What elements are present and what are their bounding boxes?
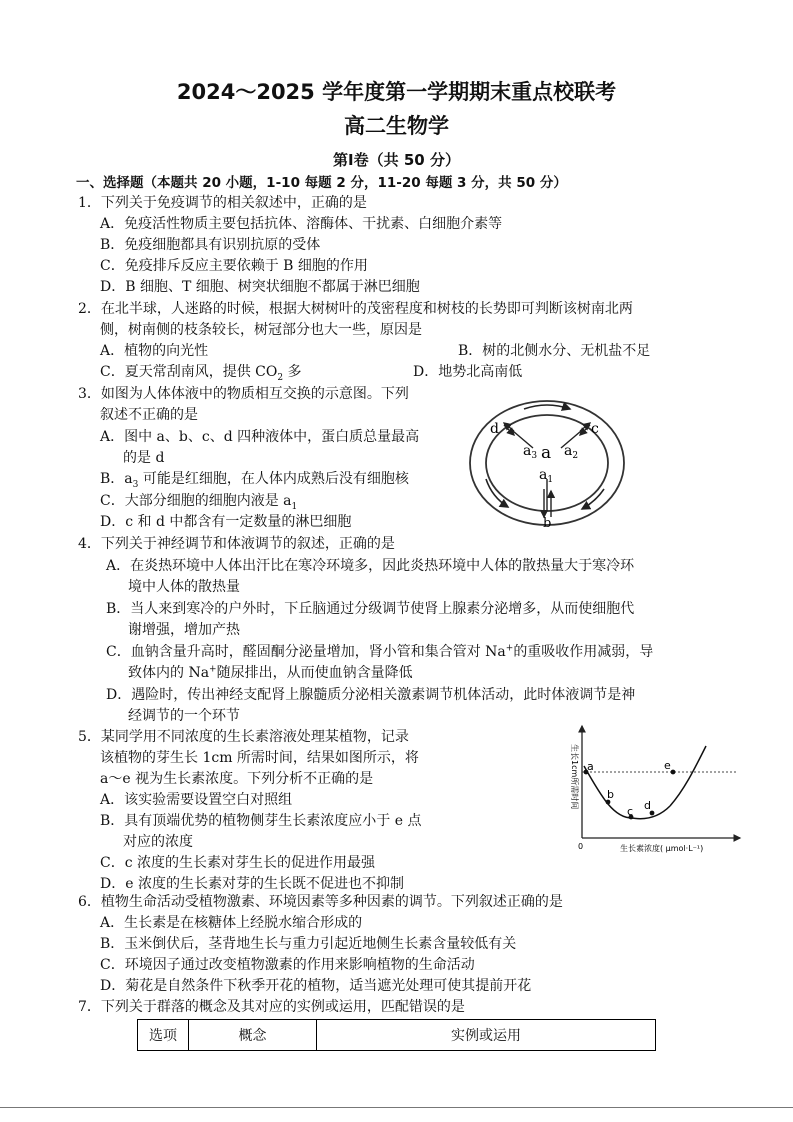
- q7-table-header-row: [138, 1020, 656, 1051]
- q5-stem-line3: a～e 视为生长素浓度。下列分析不正确的是: [100, 771, 374, 787]
- label-point-a: a: [587, 760, 594, 773]
- q6-option-d: D．菊花是自然条件下秋季开花的植物，适当遮光处理可使其提前开花: [100, 978, 532, 994]
- label-a: a: [541, 443, 552, 463]
- q6-stem: 6．植物生命活动受植物激素、环境因素等多种因素的调节。下列叙述正确的是: [78, 894, 563, 910]
- q2-stem-line1: 2．在北半球，人迷路的时候，根据大树树叶的茂密程度和树枝的长势即可判断该树南北两: [78, 301, 633, 317]
- q1-option-c: C．免疫排斥反应主要依赖于 B 细胞的作用: [100, 258, 368, 274]
- volume-heading: 第Ⅰ卷（共 50 分）: [333, 151, 460, 169]
- q6-option-b: B．玉米倒伏后，茎背地生长与重力引起近地侧生长素含量较低有关: [100, 936, 517, 952]
- q4-option-a-line1: A．在炎热环境中人体出汗比在寒冷环境多，因此炎热环境中人体的散热量大于寒冷环: [106, 558, 635, 574]
- q4-option-b-line1: B．当人来到寒冷的户外时，下丘脑通过分级调节使肾上腺素分泌增多，从而使细胞代: [106, 601, 635, 617]
- q2-option-b: B．树的北侧水分、无机盐不足: [458, 343, 651, 359]
- q4-option-b-line2: 谢增强，增加产热: [128, 622, 240, 638]
- q3-option-c: C．大部分细胞的细胞内液是 $a_1$: [100, 493, 298, 512]
- q6-option-c: C．环境因子通过改变植物激素的作用来影响植物的生命活动: [100, 957, 475, 973]
- q3-stem-line1: 3．如图为人体体液中的物质相互交换的示意图。下列: [78, 386, 409, 402]
- q3-stem-line2: 叙述不正确的是: [100, 407, 198, 423]
- origin-label: 0: [578, 842, 584, 851]
- q1-option-b: B．免疫细胞都具有识别抗原的受体: [100, 237, 321, 253]
- q5-option-d: D．e 浓度的生长素对芽的生长既不促进也不抑制: [100, 876, 404, 892]
- subject-title: 高二生物学: [344, 114, 449, 138]
- q3-option-a-line2: 的是 d: [123, 450, 165, 466]
- q3-option-b: B．$a_3$ 可能是红细胞，在人体内成熟后没有细胞核: [100, 471, 409, 490]
- q1-option-a: A．免疫活性物质主要包括抗体、溶酶体、干扰素、白细胞介素等: [100, 216, 503, 232]
- q7-header-concept: 概念: [189, 1020, 317, 1051]
- q2-option-a: A．植物的向光性: [100, 343, 209, 359]
- response-curve-right: [670, 746, 706, 806]
- label-point-c: c: [627, 805, 634, 818]
- q5-option-c: C．c 浓度的生长素对芽生长的促进作用最强: [100, 855, 376, 871]
- q3-option-d: D．c 和 d 中都含有一定数量的淋巴细胞: [100, 514, 352, 530]
- label-point-e: e: [664, 759, 671, 772]
- y-axis-label: 生长1cm所需时间: [570, 744, 579, 810]
- q1-option-d: D．B 细胞、T 细胞、树突状细胞不都属于淋巴细胞: [100, 279, 420, 295]
- q2-option-c: C．夏天常刮南风，提供 $CO_2$ 多: [100, 364, 302, 383]
- point-e: [671, 770, 676, 775]
- label-a2: $a_2$: [564, 443, 579, 461]
- q7-header-option: 选项: [138, 1020, 189, 1051]
- ring-arrow-top: [524, 405, 570, 409]
- q7-stem: 7．下列关于群落的概念及其对应的实例或运用，匹配错误的是: [78, 999, 465, 1015]
- label-a1: $a_1$: [539, 467, 554, 485]
- q5-stem-line2: 该植物的芽生长 1cm 所需时间，结果如图所示，将: [100, 750, 419, 766]
- q4-option-d-line1: D．遇险时，传出神经支配肾上腺髓质分泌相关激素调节机体活动，此时体液调节是神: [106, 687, 636, 703]
- q4-stem: 4．下列关于神经调节和体液调节的叙述，正确的是: [78, 536, 395, 552]
- exam-title: 2024～2025 学年度第一学期期末重点校联考: [176, 80, 617, 104]
- q5-option-b-line2: 对应的浓度: [123, 834, 193, 850]
- x-axis-label: 生长素浓度( μmol·L⁻¹): [620, 844, 704, 853]
- q4-option-a-line2: 境中人体的散热量: [128, 579, 240, 595]
- auxin-growth-graph: [562, 718, 752, 860]
- label-d: d: [490, 421, 499, 437]
- q7-table: [137, 1019, 656, 1051]
- q5-option-a: A．该实验需要设置空白对照组: [100, 792, 293, 808]
- ring-arrow-right: [582, 489, 604, 509]
- q4-option-d-line2: 经调节的一个环节: [128, 708, 240, 724]
- label-point-b: b: [607, 788, 614, 801]
- q5-stem-line1: 5．某同学用不同浓度的生长素溶液处理某植物，记录: [78, 729, 409, 745]
- page-bottom-rule: [0, 1107, 793, 1108]
- label-b: b: [543, 516, 552, 531]
- section-heading: 一、选择题（本题共 20 小题，1-10 每题 2 分，11-20 每题 3 分，共 50 分）: [76, 175, 567, 191]
- label-point-d: d: [644, 799, 651, 812]
- q4-option-c-line2: 致体内的 Na+随尿排出，从而使血钠含量降低: [128, 664, 413, 681]
- q7-header-example: 实例或运用: [317, 1020, 656, 1051]
- q1-stem: 1．下列关于免疫调节的相关叙述中，正确的是: [78, 195, 367, 211]
- q2-stem-line2: 侧，树南侧的枝条较长，树冠部分也大一些，原因是: [100, 322, 422, 338]
- label-c: c: [591, 421, 599, 437]
- q5-option-b-line1: B．具有顶端优势的植物侧芽生长素浓度应小于 e 点: [100, 813, 422, 829]
- body-fluid-diagram: [466, 393, 628, 533]
- q4-option-c-line1: C．血钠含量升高时，醛固酮分泌量增加，肾小管和集合管对 Na+的重吸收作用减弱，导: [106, 643, 654, 660]
- q3-option-a-line1: A．图中 a、b、c、d 四种液体中，蛋白质总量最高: [100, 429, 420, 445]
- ring-arrow-left: [486, 479, 508, 507]
- q6-option-a: A．生长素是在核糖体上经脱水缩合形成的: [100, 915, 363, 931]
- q2-option-d: D．地势北高南低: [413, 364, 523, 380]
- label-a3: $a_3$: [523, 443, 538, 461]
